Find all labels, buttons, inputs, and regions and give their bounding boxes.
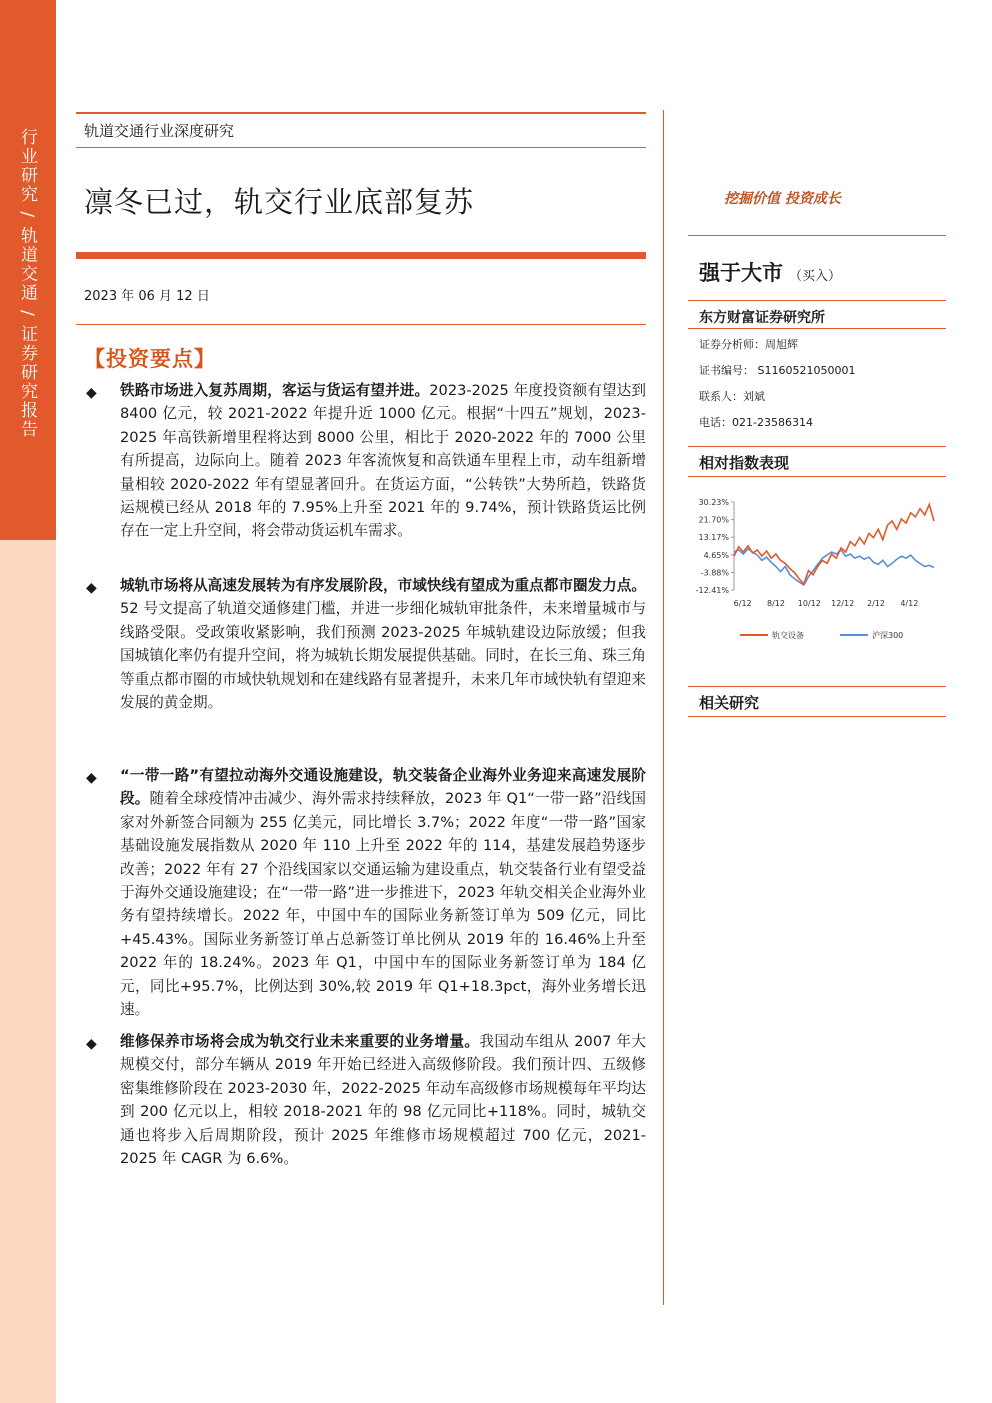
- y-tick-label: 21.70%: [698, 515, 729, 525]
- y-tick-label: -12.41%: [695, 586, 729, 595]
- x-tick-label: 6/12: [733, 599, 752, 608]
- chart-heading-rule: [688, 476, 946, 477]
- bullet-urban-rail: [86, 574, 646, 714]
- section-title: 【投资要点】: [84, 347, 216, 371]
- sidebar: [0, 0, 56, 1403]
- diamond-bullet-icon: ◆: [86, 580, 97, 596]
- report-date: 2023 年 06 月 12 日: [84, 289, 210, 304]
- rating-top-rule: [688, 235, 946, 236]
- bullet-body: 随着全球疫情冲击减少、海外需求持续释放，2023 年 Q1“一带一路”沿线国家对外新签合同额为 255 亿美元，同比增长 3.7%；2022 年度“一带一路”国家基础设施发展指数从 2020 年 110 上升至 2022 年的 114，基建发展趋势逐步改善；2022 年有 27 个沿线国家以交通运输为建设重点，轨交装备行业有望受益于海外交通设施建设；在“一带一路”进一步推进下，2023 年轨交相关企业海外业务有望持续增长。2022 年，中国中车的国际业务新签订单为 509 亿元，同比+45.43%。国际业务新签订单占总新签订单比例从 2019 年的 16.46%上升至 2022 年的 18.24%。2023 年 Q1，中国中车的国际业务新签订单为 184 亿元，同比+95.7%，比例达到 30%,较 2019 年 Q1+18.3pct，海外业务增长迅速。: [120, 790, 646, 1019]
- related-bottom-rule: [688, 716, 946, 717]
- slogan: 挖掘价值 投资成长: [724, 191, 841, 207]
- sidebar-label: 行业研究 / 轨道交通 / 证券研究报告: [17, 128, 37, 440]
- diamond-bullet-icon: ◆: [86, 770, 97, 786]
- bullet-lead: 城轨市场将从高速发展转为有序发展阶段，市域快线有望成为重点都市圈发力点。: [120, 577, 646, 594]
- rating-sub: （买入）: [789, 269, 842, 284]
- x-tick-label: 12/12: [831, 599, 855, 608]
- date-rule: [76, 324, 646, 325]
- bullet-railway: [86, 379, 646, 543]
- series-line: [734, 505, 934, 585]
- bullet-lead: “一带一路”有望拉动海外交通设施建设，轨交装备企业海外业务迎来高速发展阶段。: [120, 767, 646, 808]
- bullet-lead: 维修保养市场将会成为轨交行业未来重要的业务增量。: [120, 1033, 480, 1050]
- analyst: 证券分析师：周旭辉: [699, 338, 798, 351]
- page-title: 凛冬已过，轨交行业底部复苏: [84, 185, 475, 219]
- x-tick-label: 8/12: [767, 599, 785, 608]
- diamond-bullet-icon: ◆: [86, 385, 97, 401]
- related-heading: 相关研究: [699, 694, 760, 712]
- top-rule: [76, 112, 646, 114]
- institution: 东方财富证券研究所: [699, 310, 825, 326]
- relative-index-chart: [688, 490, 946, 655]
- diamond-bullet-icon: ◆: [86, 1036, 97, 1052]
- related-top-rule: [688, 686, 946, 687]
- y-tick-label: 30.23%: [698, 498, 729, 507]
- chart-top-rule: [688, 446, 946, 447]
- x-tick-label: 2/12: [867, 599, 885, 608]
- x-tick-label: 4/12: [900, 599, 919, 608]
- y-tick-label: 4.65%: [703, 550, 729, 560]
- bullet-text: [120, 379, 646, 543]
- rating-bottom-rule: [688, 300, 946, 301]
- report-type: 轨道交通行业深度研究: [84, 122, 235, 140]
- bullet-body: 2023-2025 年度投资额有望达到 8400 亿元，较 2021-2022 年提升近 1000 亿元。根据“十四五”规划，2023-2025 年高铁新增里程将达到 8000 公里，相比于 2020-2022 年的 7000 公里有所提高，边际向上。随着 2023 年客流恢复和高铁通车里程上市，动车组新增量相较 2020-2022 年有望显著回升。在货运方面，“公转铁”大势所趋，铁路货运规模已经从 2018 年的 7.95%上升至 2021 年的 9.74%，预计铁路货运比例存在一定上升空间，将会带动货运机车需求。: [120, 382, 646, 540]
- bullet-belt-road: [86, 764, 646, 1021]
- phone: 电话：021-23586314: [699, 416, 813, 429]
- bullet-text: [120, 764, 646, 1021]
- legend-label: 轨交设备: [772, 631, 804, 640]
- sidebar-light-block: [0, 540, 56, 1403]
- bullet-lead: 铁路市场进入复苏周期，客运与货运有望并进。: [120, 382, 430, 399]
- chart-heading: 相对指数表现: [699, 454, 790, 472]
- column-divider: [663, 110, 664, 1305]
- bullet-text: [120, 574, 646, 714]
- bullet-body: 我国动车组从 2007 年大规模交付，部分车辆从 2019 年开始已经进入高级修阶段。我们预计四、五级修密集维修阶段在 2023-2030 年，2022-2025 年动车高级修市场规模每年平均达到 200 亿元以上，相较 2018-2021 年的 98 亿元同比+118%。同时，城轨交通也将步入后周期阶段，预计 2025 年维修市场规模超过 700 亿元，2021-2025 年 CAGR 为 6.6%。: [120, 1033, 646, 1168]
- cert-number: 证书编号： S1160521050001: [699, 364, 856, 377]
- y-tick-label: -3.88%: [700, 568, 729, 578]
- bullet-text: [120, 1030, 646, 1170]
- subheader-rule: [76, 147, 646, 148]
- institution-rule: [688, 328, 946, 329]
- bullet-maintenance: [86, 1030, 646, 1170]
- rating-value: 强于大市: [699, 261, 783, 285]
- bullet-body: 52 号文提高了轨道交通修建门槛，并进一步细化城轨审批条件，未来增量城市与线路受限。受政策收紧影响，我们预测 2023-2025 年城轨建设边际放缓；但我国城镇化率仍有提升空间，将为城轨长期发展提供基础。同时，在长三角、珠三角等重点都市圈的市域快轨规划和在建线路有显著提升，未来几年市域快轨有望迎来发展的黄金期。: [120, 600, 646, 712]
- contact: 联系人：刘斌: [699, 390, 765, 403]
- title-bar: [76, 252, 646, 259]
- rating: [699, 257, 841, 287]
- x-tick-label: 10/12: [797, 599, 821, 608]
- y-tick-label: 13.17%: [698, 533, 729, 543]
- legend-label: 沪深300: [872, 631, 904, 640]
